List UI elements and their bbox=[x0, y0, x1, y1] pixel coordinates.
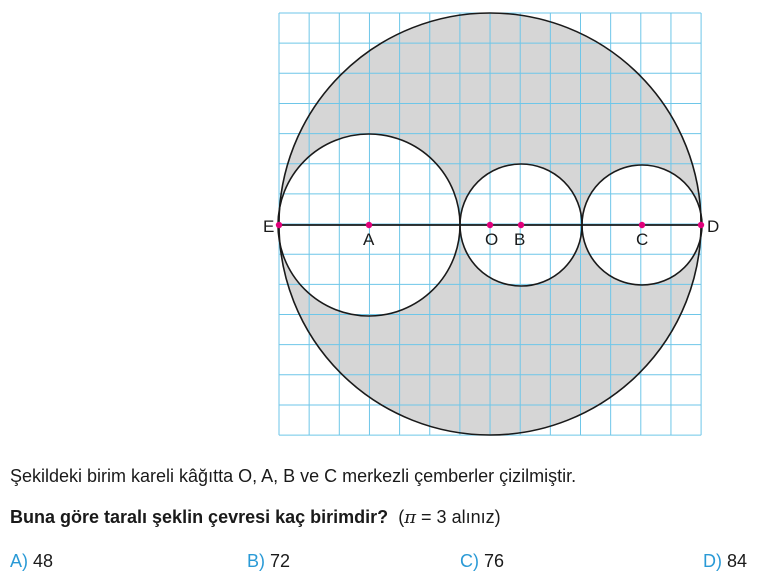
question-prompt: Buna göre taralı şeklin çevresi kaç birimdir? bbox=[10, 507, 389, 527]
point-d bbox=[698, 222, 704, 228]
option-letter: A) bbox=[10, 551, 28, 571]
option-d[interactable] bbox=[703, 551, 747, 572]
question-prompt-line bbox=[10, 507, 501, 528]
label-o: O bbox=[485, 230, 499, 249]
point-b bbox=[518, 222, 524, 228]
option-value: 76 bbox=[484, 551, 505, 571]
point-a bbox=[366, 222, 372, 228]
label-b: B bbox=[514, 230, 526, 249]
option-b[interactable] bbox=[247, 551, 290, 572]
pi-symbol: π bbox=[404, 507, 417, 528]
label-d: D bbox=[707, 217, 720, 236]
label-e: E bbox=[263, 217, 275, 236]
point-c bbox=[639, 222, 645, 228]
point-e bbox=[276, 222, 282, 228]
hint-rest: = 3 alınız) bbox=[416, 507, 501, 527]
option-value: 48 bbox=[33, 551, 54, 571]
option-letter: B) bbox=[247, 551, 265, 571]
option-letter: C) bbox=[460, 551, 479, 571]
question-hint bbox=[393, 507, 500, 527]
label-c: C bbox=[636, 230, 649, 249]
option-a[interactable] bbox=[10, 551, 53, 572]
option-letter: D) bbox=[703, 551, 722, 571]
option-value: 72 bbox=[270, 551, 291, 571]
option-value: 84 bbox=[727, 551, 748, 571]
option-c[interactable] bbox=[460, 551, 504, 572]
label-a: A bbox=[363, 230, 375, 249]
hint-open: ( bbox=[398, 507, 405, 527]
point-o bbox=[487, 222, 493, 228]
question-statement: Şekildeki birim kareli kâğıtta O, A, B ve C merkezli çemberler çizilmiştir. bbox=[10, 466, 577, 486]
